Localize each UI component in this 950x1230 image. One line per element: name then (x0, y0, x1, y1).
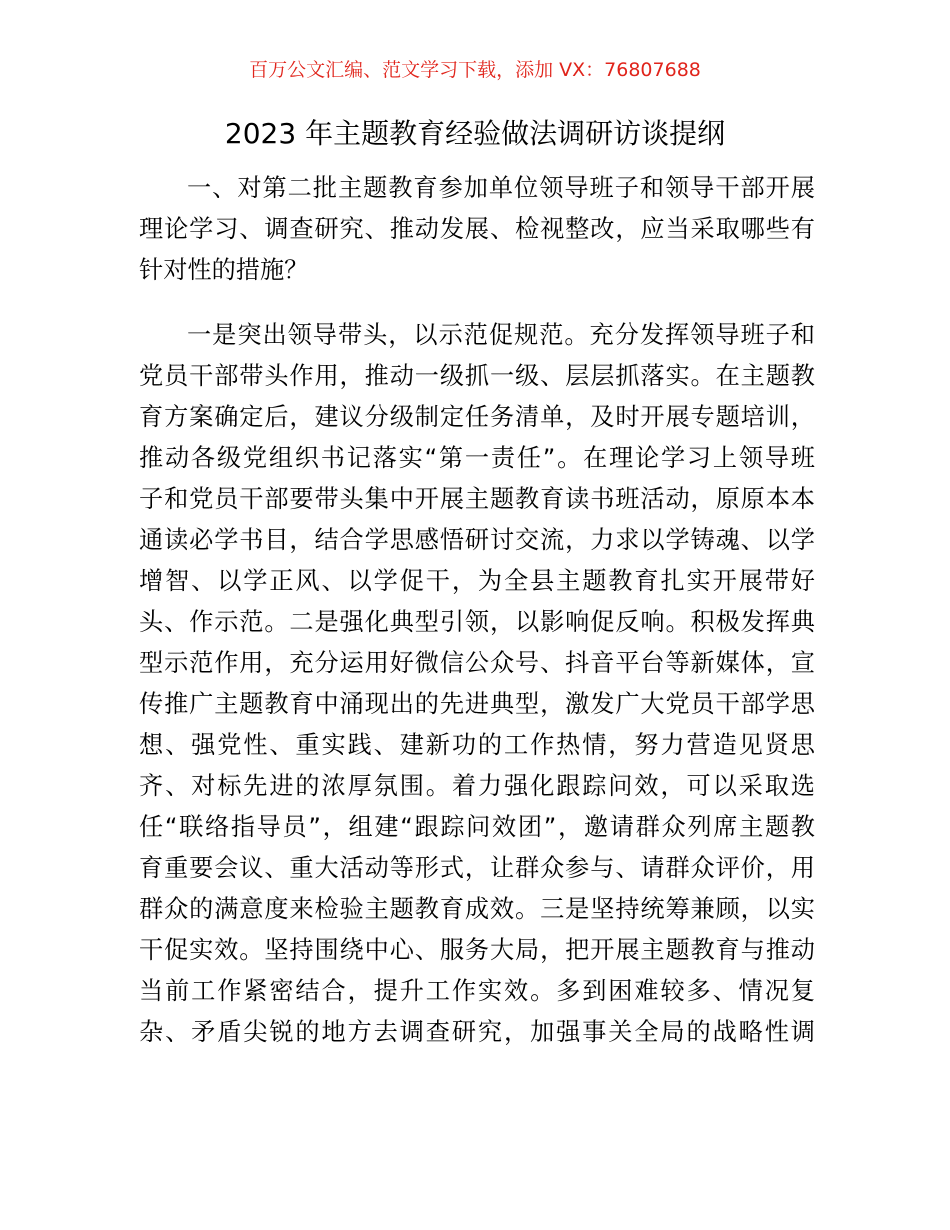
text-line: 一、对第二批主题教育参加单位领导班子和领导干部开展 (187, 174, 815, 202)
header-watermark: 百万公文汇编、范文学习下载，添加 VX：76807688 (249, 59, 701, 81)
text-line (139, 1094, 815, 1135)
text-line: 推动各级党组织书记落实“第一责任”。在理论学习上领导班 (139, 444, 815, 472)
text-line: 传推广主题教育中涌现出的先进典型，激发广大党员干部学思 (139, 690, 815, 718)
paragraph-question (139, 168, 815, 291)
document-title: 2023 年主题教育经验做法调研访谈提纲 (224, 117, 726, 150)
text-line: 一是突出领导带头，以示范促规范。充分发挥领导班子和 (187, 321, 815, 349)
text-line: 干促实效。坚持围绕中心、服务大局，把开展主题教育与推动 (139, 936, 815, 964)
text-line: 任“联络指导员”，组建“跟踪问效团”，邀请群众列席主题教 (139, 813, 815, 841)
text-line: 育方案确定后，建议分级制定任务清单，及时开展专题培训， (139, 403, 815, 431)
text-line: 群众的满意度来检验主题教育成效。三是坚持统筹兼顾，以实 (139, 895, 815, 923)
text-line: 子和党员干部要带头集中开展主题教育读书班活动，原原本本 (139, 485, 815, 513)
text-line: 齐、对标先进的浓厚氛围。着力强化跟踪问效，可以采取选 (139, 772, 815, 800)
text-line: 杂、矛盾尖锐的地方去调查研究，加强事关全局的战略性调 (139, 1018, 815, 1046)
text-line: 育重要会议、重大活动等形式，让群众参与、请群众评价，用 (139, 854, 815, 882)
text-line: 理论学习、调查研究、推动发展、检视整改，应当采取哪些有 (139, 215, 815, 243)
text-line: 型示范作用，充分运用好微信公众号、抖音平台等新媒体，宣 (139, 649, 815, 677)
text-line: 头、作示范。二是强化典型引领，以影响促反响。积极发挥典 (139, 608, 815, 636)
text-line: 通读必学书目，结合学思感悟研讨交流，力求以学铸魂、以学 (139, 526, 815, 554)
document-body (139, 168, 815, 1135)
text-line: 增智、以学正风、以学促干，为全县主题教育扎实开展带好 (139, 567, 815, 595)
text-line: 针对性的措施？ (139, 256, 309, 284)
text-line (139, 1053, 815, 1094)
paragraph-answer (139, 315, 815, 1135)
text-line: 想、强党性、重实践、建新功的工作热情，努力营造见贤思 (139, 731, 815, 759)
text-line: 当前工作紧密结合，提升工作实效。多到困难较多、情况复 (139, 977, 815, 1005)
text-line: 党员干部带头作用，推动一级抓一级、层层抓落实。在主题教 (139, 362, 815, 390)
